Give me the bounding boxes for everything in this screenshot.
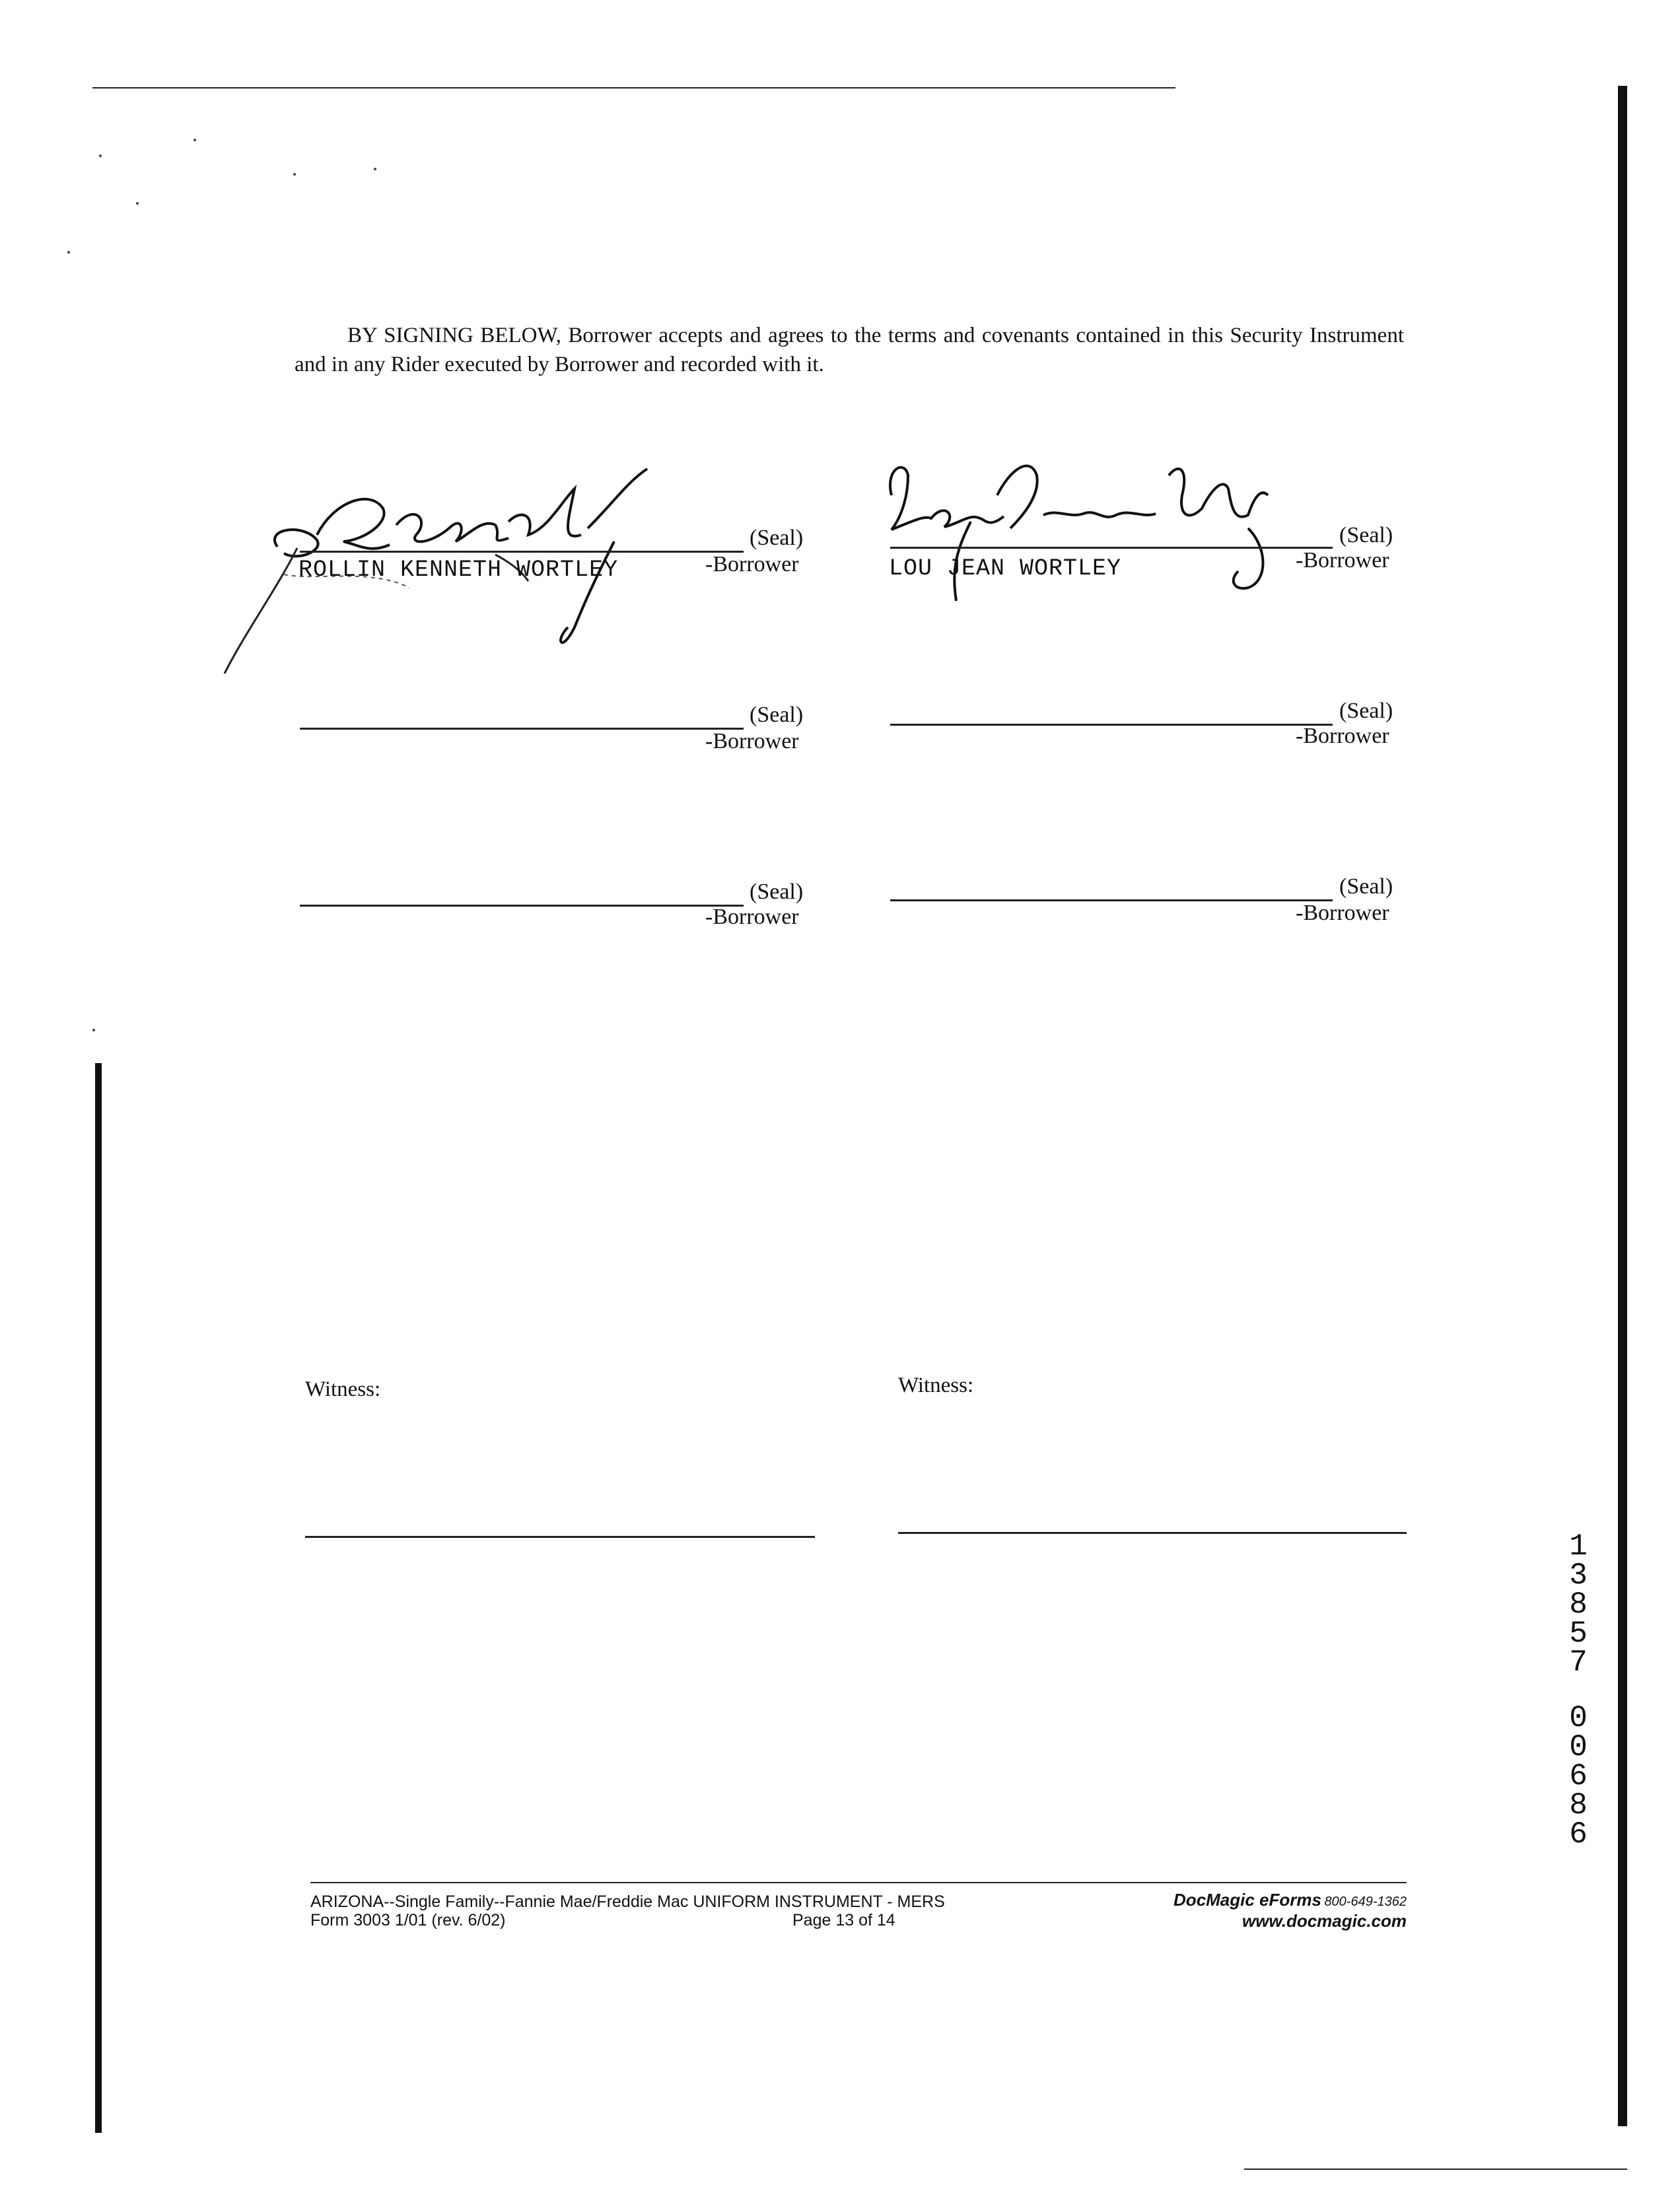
stamp-digit: 7	[1569, 1646, 1588, 1680]
borrower-name: LOU JEAN WORTLEY	[889, 555, 1122, 582]
footer-rule	[310, 1882, 1407, 1883]
witness-line-left	[305, 1536, 815, 1538]
top-rule	[92, 87, 1175, 88]
bottom-right-rule	[1244, 2169, 1627, 2170]
seal-label: (Seal)	[1339, 874, 1393, 899]
witness-label-left: Witness:	[305, 1377, 381, 1401]
vendor-name: DocMagic eForms	[1173, 1890, 1321, 1910]
stamp-digit: 3	[1569, 1558, 1588, 1593]
signature-line	[300, 551, 744, 553]
recording-stamp	[1565, 1529, 1592, 1852]
scan-speck	[293, 173, 296, 176]
seal-label: (Seal)	[1339, 523, 1393, 547]
borrower-role-label: -Borrower	[1296, 901, 1389, 925]
borrower-role-label: -Borrower	[705, 729, 799, 753]
signature-line	[300, 728, 744, 730]
vendor-block	[1123, 1890, 1407, 1931]
witness-line-right	[898, 1532, 1407, 1534]
signature-lou-wortley	[878, 456, 1288, 614]
scan-speck	[67, 251, 70, 254]
signature-line	[890, 899, 1333, 901]
right-border	[1618, 86, 1627, 2126]
borrower-role-label: -Borrower	[1296, 724, 1389, 748]
signing-statement-lead: BY SIGNING BELOW,	[347, 324, 561, 347]
stamp-digit: 0	[1569, 1701, 1588, 1735]
scan-speck	[92, 1029, 95, 1031]
signature-line	[300, 905, 744, 907]
signing-statement	[295, 321, 1404, 379]
seal-label: (Seal)	[750, 526, 804, 550]
page-number: Page 13 of 14	[792, 1911, 895, 1929]
stamp-digit: 6	[1569, 1759, 1588, 1793]
borrower-role-label: -Borrower	[1296, 548, 1389, 573]
seal-label: (Seal)	[750, 880, 804, 904]
vendor-website: www.docmagic.com	[1242, 1911, 1407, 1931]
seal-label: (Seal)	[1339, 699, 1393, 723]
form-number: Form 3003 1/01 (rev. 6/02)	[310, 1911, 506, 1929]
vendor-phone: 800-649-1362	[1324, 1894, 1407, 1909]
witness-label-right: Witness:	[898, 1373, 974, 1397]
scan-speck	[99, 155, 102, 157]
scan-speck	[374, 168, 376, 170]
stamp-digit: 0	[1569, 1730, 1588, 1764]
stamp-digit: 1	[1569, 1529, 1588, 1564]
stamp-digit: 5	[1569, 1616, 1588, 1651]
borrower-role-label: -Borrower	[705, 552, 799, 576]
stamp-digit: 8	[1569, 1788, 1588, 1822]
stamp-digit: 6	[1569, 1817, 1588, 1852]
signature-line	[890, 724, 1333, 726]
left-border	[95, 1063, 102, 2133]
scan-speck	[193, 139, 196, 141]
signature-line	[890, 547, 1333, 549]
form-title: ARIZONA--Single Family--Fannie Mae/Freddie Mac UNIFORM INSTRUMENT - MERS	[310, 1892, 945, 1911]
borrower-name: ROLLIN KENNETH WORTLEY	[298, 557, 619, 583]
signing-statement-body: Borrower accepts and agrees to the terms and covenants contained in this Security Instrument and in any Rider executed by Borrower and recorded with it.	[295, 324, 1404, 376]
stamp-digit: 8	[1569, 1587, 1588, 1622]
seal-label: (Seal)	[750, 703, 804, 727]
borrower-role-label: -Borrower	[705, 905, 799, 929]
scan-speck	[136, 202, 139, 205]
